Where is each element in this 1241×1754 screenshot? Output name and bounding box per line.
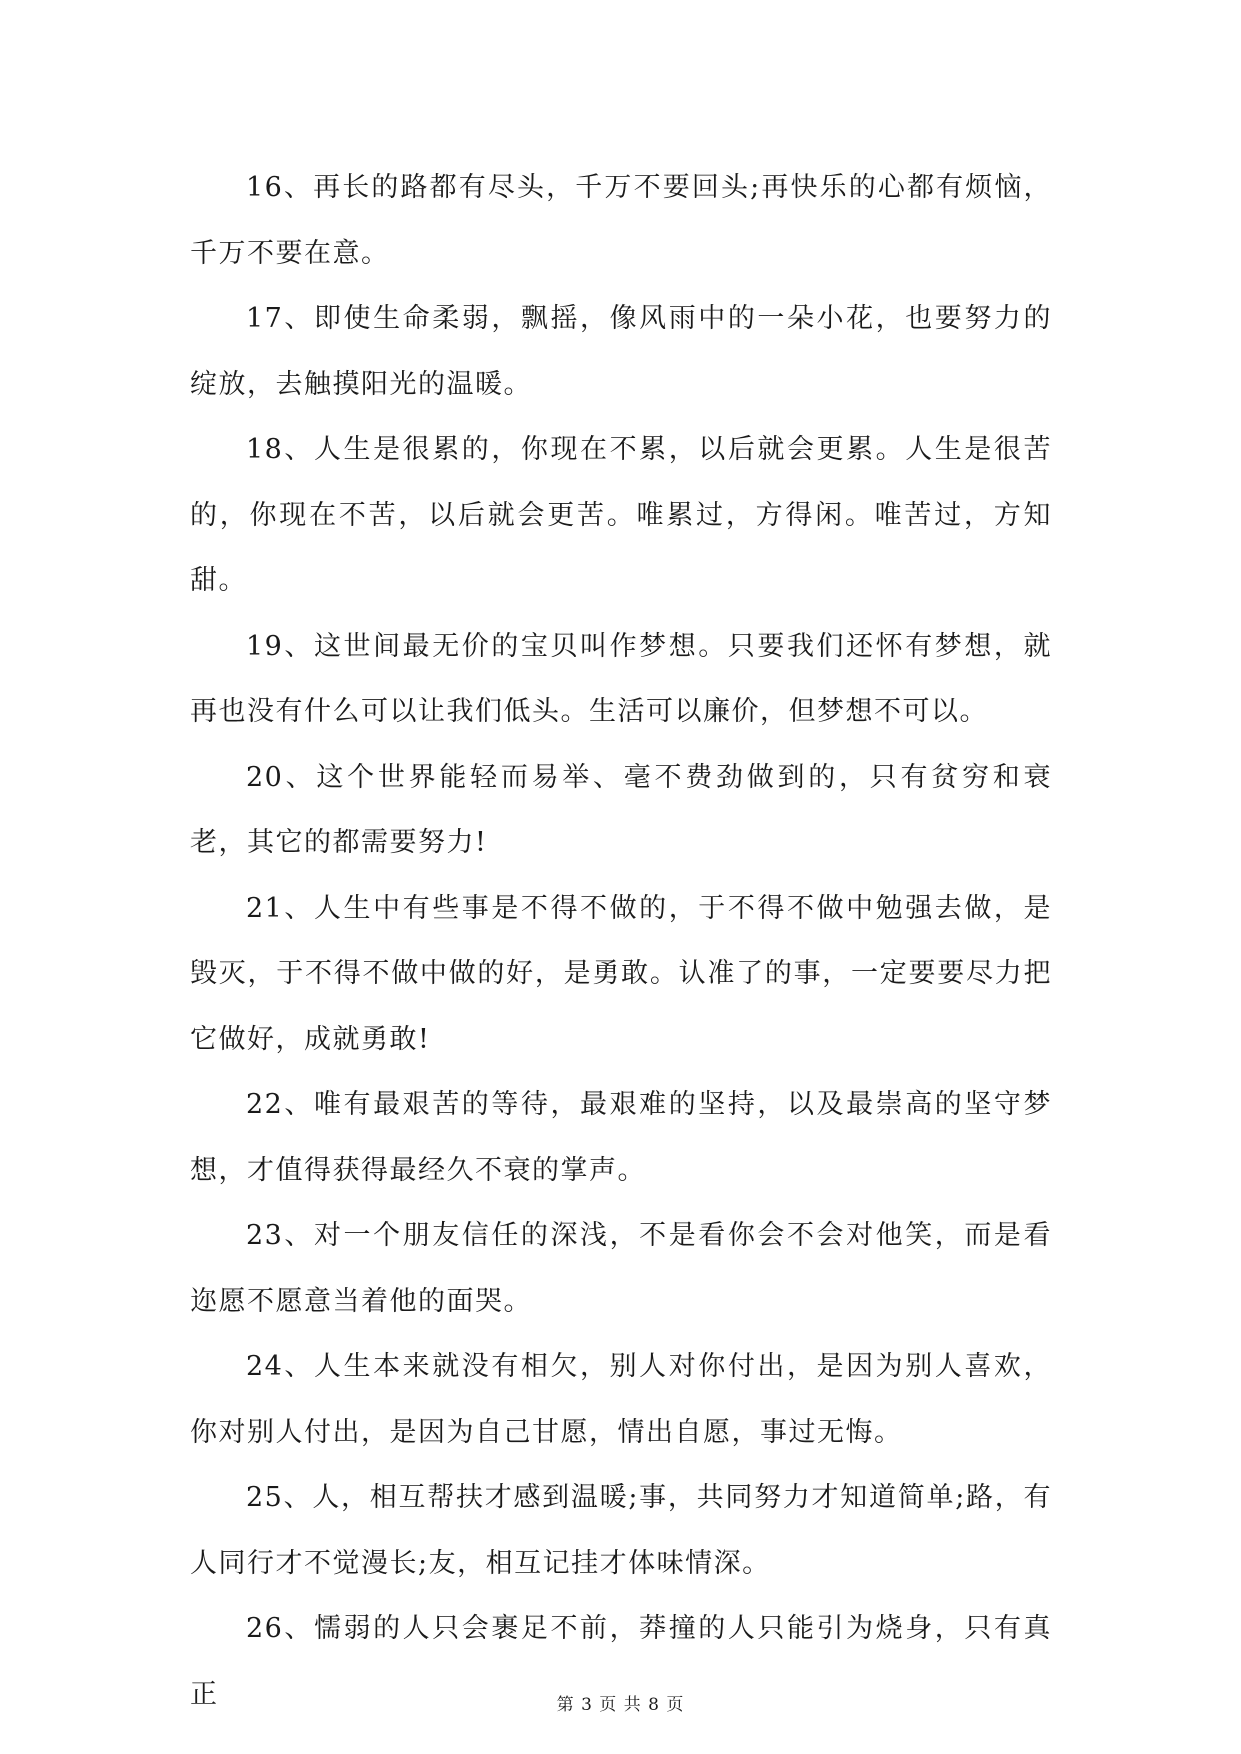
paragraph-19: 19、这世间最无价的宝贝叫作梦想。只要我们还怀有梦想，就再也没有什么可以让我们低头。生活可以廉价，但梦想不可以。 xyxy=(190,630,1052,727)
paragraph-22: 22、唯有最艰苦的等待，最艰难的坚持，以及最崇高的坚守梦想，才值得获得最经久不衰的掌声。 xyxy=(190,1089,1052,1186)
page-number: 第 3 页 共 8 页 xyxy=(556,1695,685,1715)
paragraph-18: 18、人生是很累的，你现在不累，以后就会更累。人生是很苦的，你现在不苦，以后就会更苦。唯累过，方得闲。唯苦过，方知甜。 xyxy=(190,434,1052,596)
page-footer xyxy=(0,1690,1241,1715)
paragraph-23: 23、对一个朋友信任的深浅，不是看你会不会对他笑，而是看迩愿不愿意当着他的面哭。 xyxy=(190,1220,1052,1317)
paragraph-20: 20、这个世界能轻而易举、毫不费劲做到的，只有贫穷和衰老，其它的都需要努力! xyxy=(190,761,1052,858)
document-body xyxy=(190,155,1052,1727)
paragraph-21: 21、人生中有些事是不得不做的，于不得不做中勉强去做，是毁灭，于不得不做中做的好，是勇敢。认准了的事，一定要要尽力把它做好，成就勇敢! xyxy=(190,892,1052,1055)
paragraph-16: 16、再长的路都有尽头，千万不要回头;再快乐的心都有烦恼，千万不要在意。 xyxy=(190,172,1052,269)
paragraph-17: 17、即使生命柔弱，飘摇，像风雨中的一朵小花，也要努力的绽放，去触摸阳光的温暖。 xyxy=(190,303,1052,400)
paragraph-24: 24、人生本来就没有相欠，别人对你付出，是因为别人喜欢，你对别人付出，是因为自己甘愿，情出自愿，事过无悔。 xyxy=(190,1351,1052,1448)
paragraph-26: 26、懦弱的人只会裹足不前，莽撞的人只能引为烧身，只有真正 xyxy=(190,1613,1052,1710)
paragraph-25: 25、人，相互帮扶才感到温暖;事，共同努力才知道简单;路，有人同行才不觉漫长;友，相互记挂才体味情深。 xyxy=(190,1482,1052,1579)
